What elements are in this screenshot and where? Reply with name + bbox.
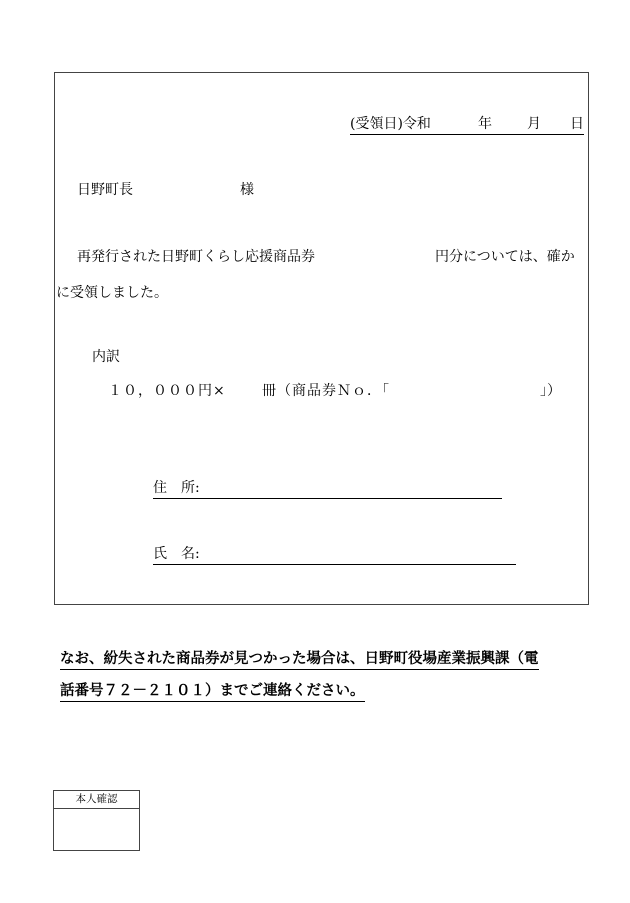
identity-confirmation-box xyxy=(53,790,140,851)
address-label: 住 所: xyxy=(153,480,200,496)
receipt-form-frame xyxy=(54,72,589,605)
addressee-honorific: 様 xyxy=(240,182,254,198)
receipt-date-label: (受領日)令和 xyxy=(350,116,431,132)
name-field[interactable] xyxy=(153,546,516,565)
statement-line1-start: 再発行された日野町くらし応援商品券 xyxy=(77,249,315,265)
lost-ticket-notice-line1: なお、紛失された商品券が見つかった場合は、日野町役場産業振興課（電 xyxy=(60,649,539,670)
breakdown-heading: 内訳 xyxy=(92,349,120,365)
receipt-date-line xyxy=(350,116,584,135)
statement-line1-end: 円分については、確か xyxy=(435,249,575,265)
statement-line2: に受領しました。 xyxy=(56,285,168,301)
receipt-date-year: 年 xyxy=(478,116,492,132)
breakdown-volume-label: 冊（商品券Ｎｏ．「 xyxy=(262,383,390,399)
name-label: 氏 名: xyxy=(153,546,200,562)
lost-ticket-notice-line2: 話番号７２－２１０１）までご連絡ください。 xyxy=(60,681,365,702)
identity-confirmation-label: 本人確認 xyxy=(54,791,139,809)
address-field[interactable] xyxy=(153,480,502,499)
addressee-title: 日野町長 xyxy=(77,182,133,198)
breakdown-unit-amount: １０，０００円× xyxy=(108,383,226,399)
breakdown-bracket-close: 」） xyxy=(540,383,561,399)
receipt-date-day: 日 xyxy=(570,116,584,132)
receipt-date-month: 月 xyxy=(527,116,541,132)
